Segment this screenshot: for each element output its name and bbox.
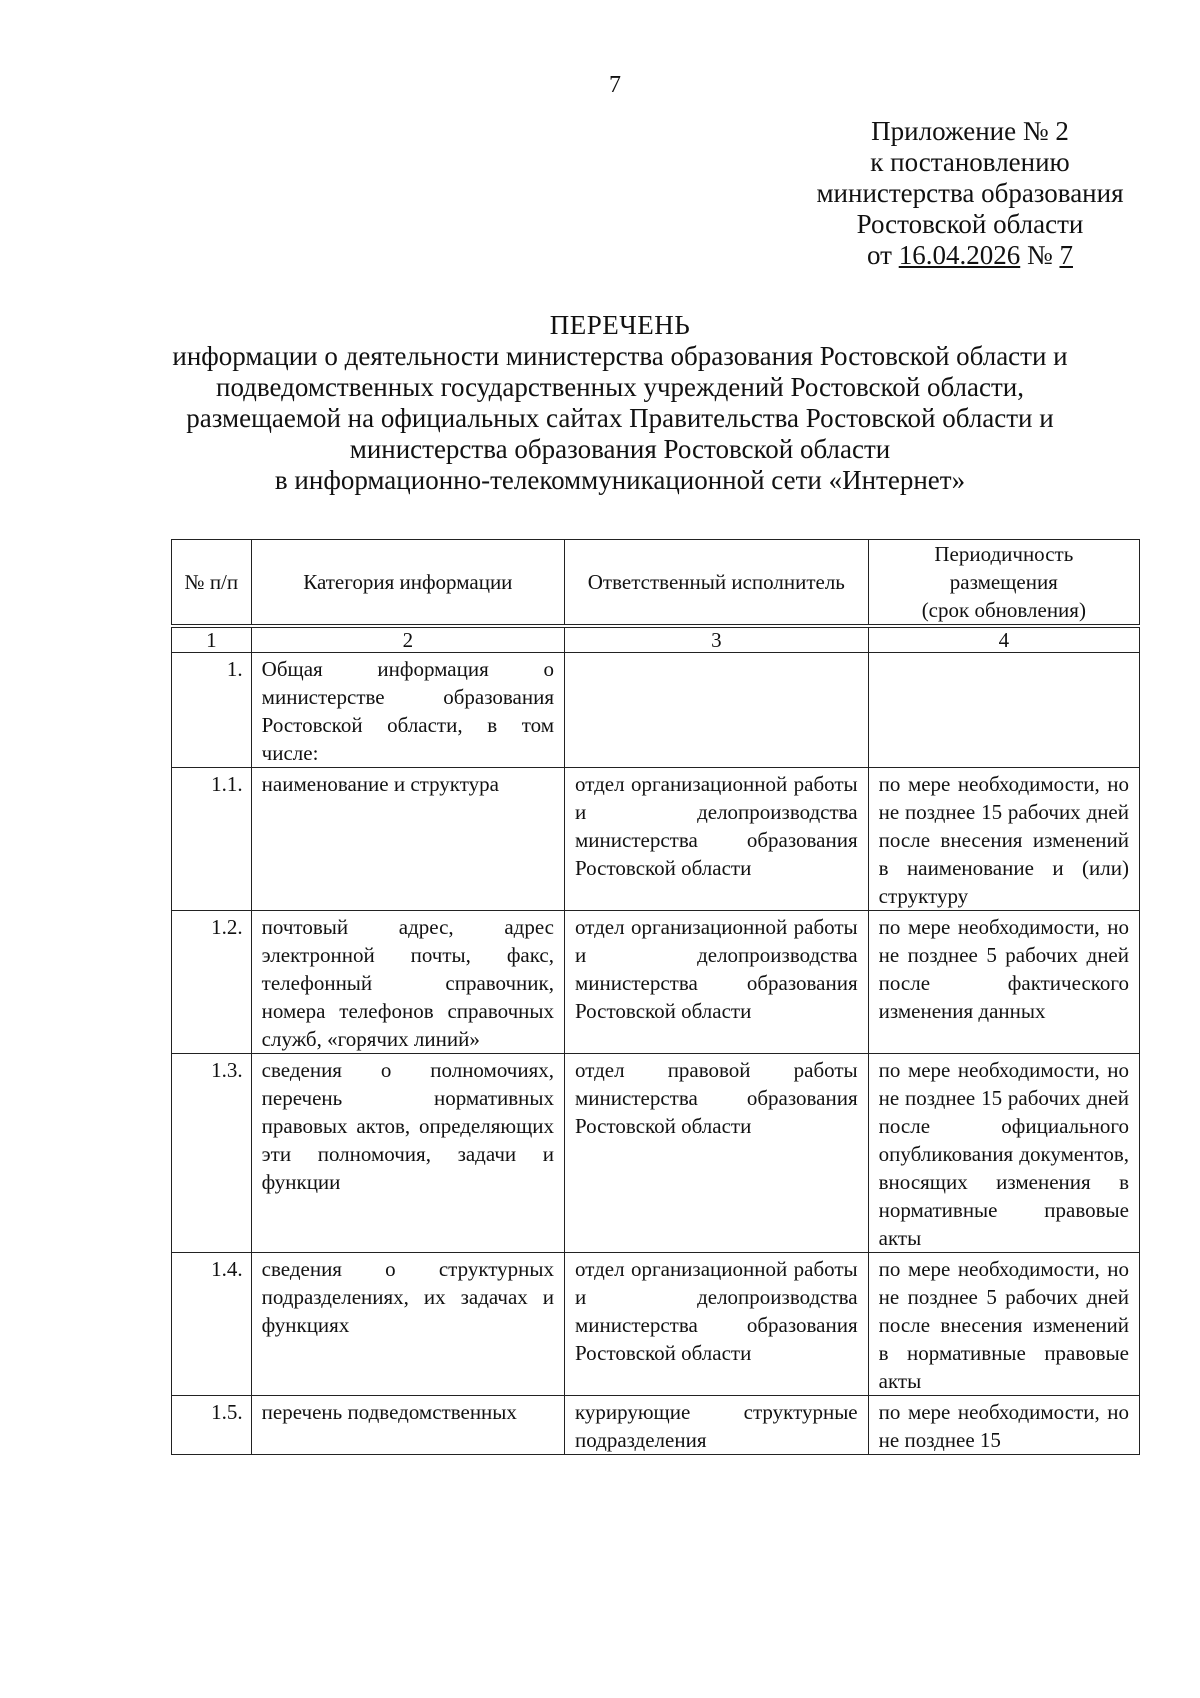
row-num: 1. xyxy=(172,653,252,768)
row-num: 1.1. xyxy=(172,768,252,911)
table-row xyxy=(172,911,1140,1054)
date-prefix: от xyxy=(867,240,892,270)
row-category: Общая информация о министерстве образования Ростовской области, в том числе: xyxy=(251,653,564,768)
table-header xyxy=(171,539,1140,625)
column-number: 2 xyxy=(251,628,564,653)
header-periodicity-line-1: Периодичность xyxy=(934,542,1074,566)
row-responsible: отдел организационной работы и делопроизводства министерства образования Ростовской области xyxy=(565,911,869,1054)
column-number: 1 xyxy=(172,628,252,653)
row-periodicity: по мере необходимости, но не позднее 5 рабочих дней после фактического изменения данных xyxy=(868,911,1139,1054)
appendix-line-2: к постановлению xyxy=(870,147,1070,177)
row-category: перечень подведомственных xyxy=(251,1396,564,1455)
row-num: 1.3. xyxy=(172,1054,252,1253)
header-category: Категория информации xyxy=(251,540,564,625)
table-row xyxy=(172,1253,1140,1396)
row-num: 1.2. xyxy=(172,911,252,1054)
row-responsible xyxy=(565,653,869,768)
resolution-number: 7 xyxy=(1059,240,1073,270)
row-num: 1.4. xyxy=(172,1253,252,1396)
row-responsible: курирующие структурные подразделения xyxy=(565,1396,869,1455)
appendix-line-1: Приложение № 2 xyxy=(871,116,1069,146)
appendix-line-3: министерства образования xyxy=(816,178,1124,208)
title-line-3: размещаемой на официальных сайтах Правительства Ростовской области и xyxy=(186,403,1054,433)
title-line-4: министерства образования Ростовской области xyxy=(349,434,891,464)
header-periodicity-line-2: размещения xyxy=(949,570,1058,594)
table-row xyxy=(172,1396,1140,1455)
header-responsible: Ответственный исполнитель xyxy=(565,540,869,625)
row-periodicity: по мере необходимости, но не позднее 15 xyxy=(868,1396,1139,1455)
row-periodicity: по мере необходимости, но не позднее 5 рабочих дней после внесения изменений в нормативные правовые акты xyxy=(868,1253,1139,1396)
header-periodicity-line-3: (срок обновления) xyxy=(921,598,1086,622)
table-row xyxy=(172,653,1140,768)
table-row xyxy=(172,768,1140,911)
page-number: 7 xyxy=(609,72,621,98)
row-category: наименование и структура xyxy=(251,768,564,911)
row-category: сведения о структурных подразделениях, их задачах и функциях xyxy=(251,1253,564,1396)
title-line-1: информации о деятельности министерства образования Ростовской области и xyxy=(172,341,1068,371)
title-line-5: в информационно-телекоммуникационной сети «Интернет» xyxy=(274,465,966,495)
document-title xyxy=(160,310,1080,496)
appendix-block xyxy=(790,116,1150,271)
table-row xyxy=(172,1054,1140,1253)
row-category: почтовый адрес, адрес электронной почты, факс, телефонный справочник, номера телефонов справочных служб, «горячих линий» xyxy=(251,911,564,1054)
table-body xyxy=(171,627,1140,1455)
appendix-line-4: Ростовской области xyxy=(856,209,1084,239)
number-prefix: № xyxy=(1026,240,1053,270)
row-periodicity: по мере необходимости, но не позднее 15 рабочих дней после официального опубликования документов, вносящих изменения в нормативные правовые акты xyxy=(868,1054,1139,1253)
row-num: 1.5. xyxy=(172,1396,252,1455)
appendix-date-line xyxy=(790,240,1150,271)
row-periodicity xyxy=(868,653,1139,768)
row-responsible: отдел организационной работы и делопроизводства министерства образования Ростовской области xyxy=(565,768,869,911)
column-number: 3 xyxy=(565,628,869,653)
column-number-row xyxy=(172,628,1140,653)
header-row xyxy=(172,540,1140,625)
header-periodicity xyxy=(868,540,1139,625)
title-heading: ПЕРЕЧЕНЬ xyxy=(549,310,691,340)
resolution-date: 16.04.2026 xyxy=(898,240,1021,270)
row-category: сведения о полномочиях, перечень нормативных правовых актов, определяющих эти полномочия, задачи и функции xyxy=(251,1054,564,1253)
row-responsible: отдел правовой работы министерства образования Ростовской области xyxy=(565,1054,869,1253)
column-number: 4 xyxy=(868,628,1139,653)
row-periodicity: по мере необходимости, но не позднее 15 рабочих дней после внесения изменений в наименование и (или) структуру xyxy=(868,768,1139,911)
title-line-2: подведомственных государственных учреждений Ростовской области, xyxy=(216,372,1024,402)
row-responsible: отдел организационной работы и делопроизводства министерства образования Ростовской области xyxy=(565,1253,869,1396)
header-num: № п/п xyxy=(172,540,252,625)
